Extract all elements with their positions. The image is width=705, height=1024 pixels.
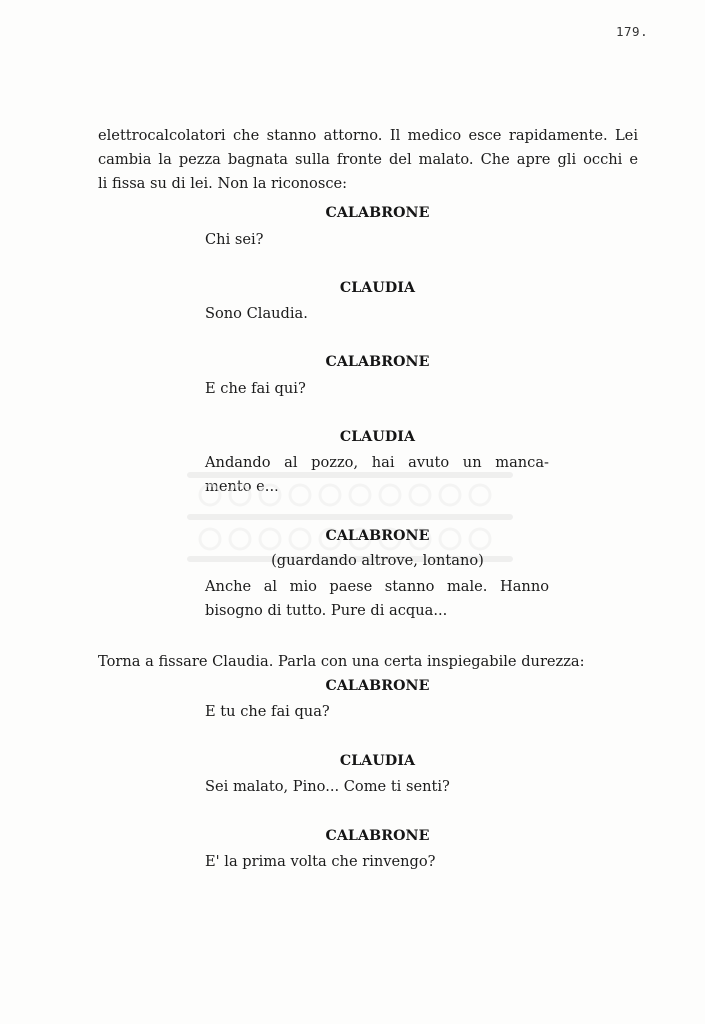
character-name: CALABRONE: [325, 354, 430, 370]
page-number: 179.: [616, 24, 649, 39]
dialogue-text: mento e...: [205, 478, 279, 495]
dialogue-text: E tu che fai qua?: [205, 703, 330, 720]
dialogue-line: [205, 228, 549, 252]
character-name: CALABRONE: [325, 828, 430, 844]
character-name: CALABRONE: [325, 528, 430, 544]
dialogue-line: [205, 575, 549, 623]
character-name: CLAUDIA: [339, 753, 416, 769]
dialogue-text: Andando al pozzo, hai avuto un manca-: [205, 454, 549, 471]
opening-action-paragraph: [98, 124, 638, 196]
dialogue-line: [205, 775, 549, 799]
dialogue-line: [205, 302, 549, 326]
dialogue-text: Anche al mio paese stanno male. Hanno: [205, 578, 549, 595]
middle-action-paragraph: [98, 650, 638, 674]
action-line: cambia la pezza bagnata sulla fronte del malato. Che apre gli occhi e: [98, 151, 638, 168]
dialogue-line: [205, 850, 549, 874]
action-line: Torna a fissare Claudia. Parla con una certa inspiegabile durezza:: [98, 653, 585, 670]
parenthetical: (guardando altrove, lontano): [271, 552, 484, 569]
character-name: CLAUDIA: [339, 280, 416, 296]
dialogue-text: Sei malato, Pino... Come ti senti?: [205, 778, 450, 795]
dialogue-line: [205, 377, 549, 401]
action-line: li fissa su di lei. Non la riconosce:: [98, 175, 348, 192]
dialogue-text: E' la prima volta che rinvengo?: [205, 853, 436, 870]
dialogue-line: [205, 700, 549, 724]
dialogue-text: E che fai qui?: [205, 380, 306, 397]
character-name: CALABRONE: [325, 205, 430, 221]
character-name: CALABRONE: [325, 678, 430, 694]
character-name: CLAUDIA: [339, 429, 416, 445]
dialogue-text: Chi sei?: [205, 231, 264, 248]
action-line: elettrocalcolatori che stanno attorno. Il medico esce rapidamente. Lei: [98, 127, 638, 144]
dialogue-text: bisogno di tutto. Pure di acqua...: [205, 602, 448, 619]
dialogue-text: Sono Claudia.: [205, 305, 308, 322]
